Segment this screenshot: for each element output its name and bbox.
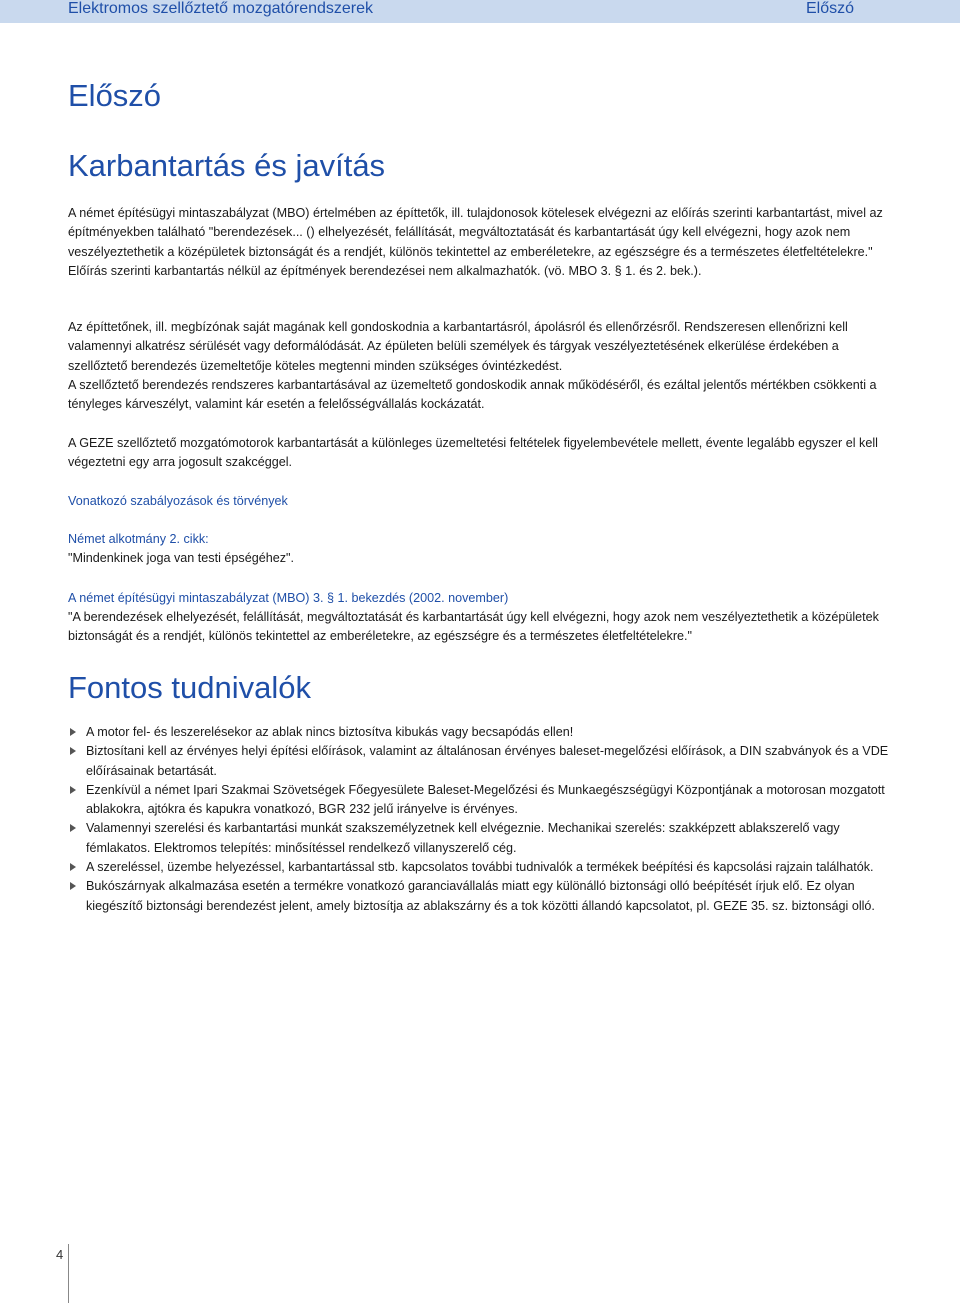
bullet-arrow-icon bbox=[70, 863, 76, 871]
list-item: Bukószárnyak alkalmazása esetén a termékre vonatkozó garanciavállalás miatt egy különálló biztonsági olló beépítését írjuk elő. Ez olyan kiegészítő biztonsági berendezést jelent, amely biztosítja az ablakszárny és a tok közötti állandó kapcsolatot, pl. GEZE 35. sz. biztonsági olló. bbox=[68, 877, 898, 916]
section-title-maintenance: Karbantartás és javítás bbox=[68, 148, 386, 183]
bullet-arrow-icon bbox=[70, 728, 76, 736]
list-item: Valamennyi szerelési és karbantartási munkát szakszemélyzetnek kell elvégeznie. Mechanikai szerelés: szakképzett ablakszerelő vagy fémlakatos. Elektromos telepítés: minősítéssel rendelkező villanyszerelő cég. bbox=[68, 819, 898, 858]
section-title-important: Fontos tudnivalók bbox=[68, 670, 311, 705]
paragraph-4: A GEZE szellőztető mozgatómotorok karbantartását a különleges üzemeltetési feltételek figyelembevétele mellett, évente legalább egyszer el kell végeztetni egy arra jogosult szakcéggel. bbox=[68, 436, 878, 470]
footer-divider bbox=[68, 1244, 69, 1303]
bullet-arrow-icon bbox=[70, 786, 76, 794]
bullet-arrow-icon bbox=[70, 824, 76, 832]
bullet-arrow-icon bbox=[70, 882, 76, 890]
header-bar bbox=[0, 0, 960, 23]
regulation-2-title: A német építésügyi mintaszabályzat (MBO) 3. § 1. bekezdés (2002. november) bbox=[68, 591, 509, 605]
regulation-1-text: "Mindenkinek joga van testi épségéhez". bbox=[68, 551, 294, 565]
regulations-heading: Vonatkozó szabályozások és törvények bbox=[68, 494, 288, 508]
list-item: A motor fel- és leszerelésekor az ablak nincs biztosítva kibukás vagy becsapódás ellen! bbox=[68, 723, 898, 742]
paragraph-3: A szellőztető berendezés rendszeres karbantartásával az üzemeltető gondoskodik annak működéséről, és ezáltal jelentős mértékben csökkenti a tényleges kárveszélyt, valamint kár esetén a felelősségvállalás kockázatát. bbox=[68, 378, 877, 412]
page-title: Előszó bbox=[68, 78, 162, 113]
paragraph-2: Az építtetőnek, ill. megbízónak saját magának kell gondoskodnia a karbantartásról, ápolásról és ellenőrzésről. Rendszeresen ellenőrizni kell valamennyi alkatrész sérülését vagy deformálódását. Az épületen belüli személyek és tárgyak veszélyeztetésének elkerülése érdekében a szellőztető berendezés üzemeltetője köteles megtenni minden szükséges óvintézkedést. bbox=[68, 320, 848, 373]
list-item: A szereléssel, üzembe helyezéssel, karbantartással stb. kapcsolatos további tudnivalók a termékek beépítési és kapcsolási rajzain találhatók. bbox=[68, 858, 898, 877]
page-number: 4 bbox=[56, 1247, 64, 1262]
bullet-arrow-icon bbox=[70, 747, 76, 755]
important-list bbox=[68, 723, 898, 916]
regulation-2-text: "A berendezések elhelyezését, felállítását, megváltoztatását és karbantartását úgy kell elvégezni, hogy azok nem veszélyeztethetik a középületek biztonságát és a rendjét, különös tekintettel az emberéletekre, az egészségre és a természetes életfeltételekre." bbox=[68, 610, 879, 644]
header-left-title: Elektromos szellőztető mozgatórendszerek bbox=[68, 0, 374, 17]
paragraph-1: A német építésügyi mintaszabályzat (MBO) értelmében az építtetők, ill. tulajdonosok kötelesek elvégezni az előírás szerinti karbantartást, mivel az építményekben található "berendezések... () elhelyezését, felállítását, megváltoztatását és karbantartását úgy kell elvégezni, hogy azok nem veszélyeztethetik a középületek biztonságát és a rendjét, különös tekintettel az emberéletekre, az egészségre és a természetes életfeltételekre." Előírás szerinti karbantartás nélkül az építmények berendezései nem alkalmazhatók. (vö. MBO 3. § 1. és 2. bek.). bbox=[68, 206, 883, 278]
list-item: Ezenkívül a német Ipari Szakmai Szövetségek Főegyesülete Baleset-Megelőzési és Munkaegészségügyi Központjának a motorosan mozgatott ablakokra, ajtókra és kapukra vonatkozó, BGR 232 jelű irányelve is érvényes. bbox=[68, 781, 898, 820]
list-item: Biztosítani kell az érvényes helyi építési előírások, valamint az általánosan érvényes baleset-megelőzési előírások, a DIN szabványok és a VDE előírásainak betartását. bbox=[68, 742, 898, 781]
header-right-title: Előszó bbox=[805, 0, 854, 17]
regulation-1-title: Német alkotmány 2. cikk: bbox=[68, 532, 209, 546]
